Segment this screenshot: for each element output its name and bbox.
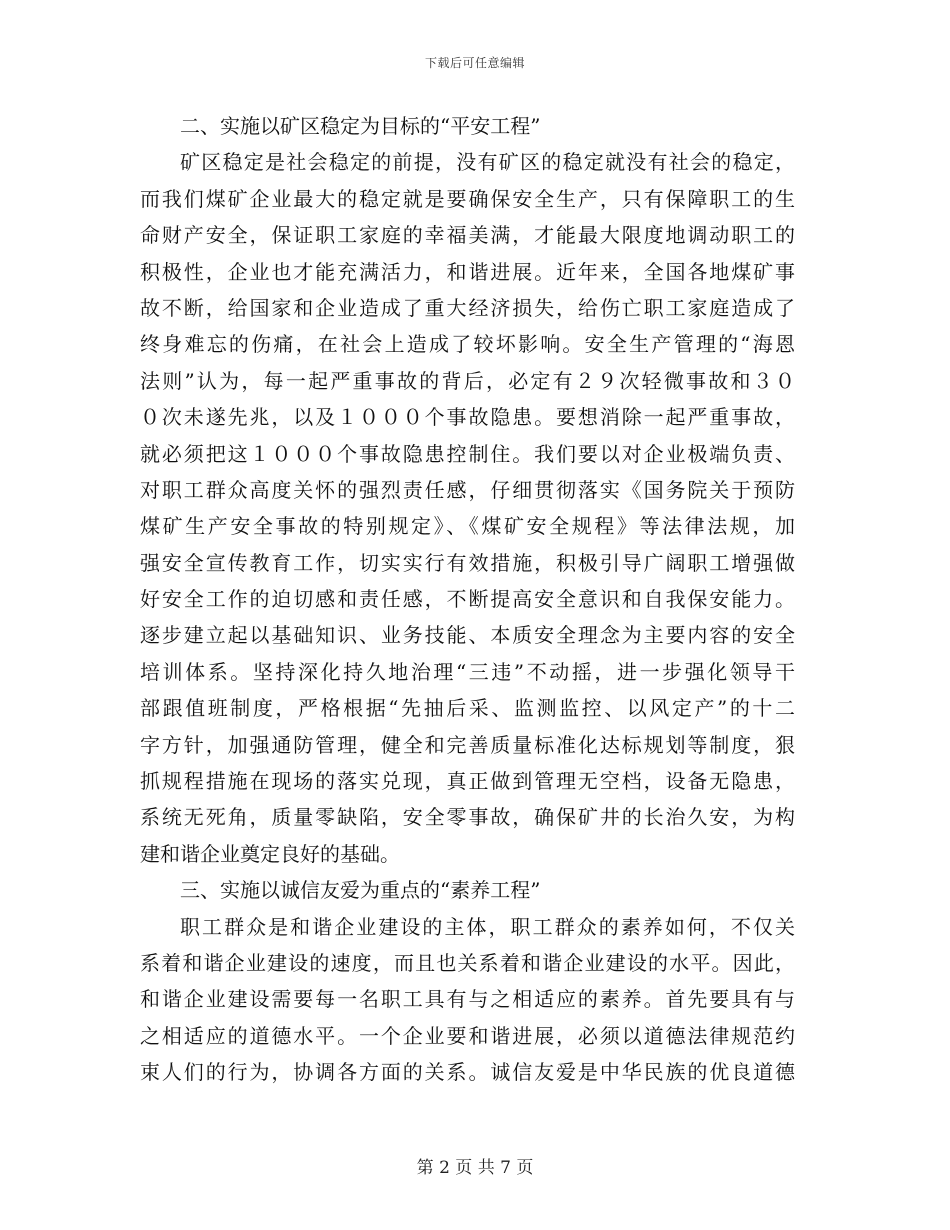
paragraph-line: 逐步建立起以基础知识、业务技能、本质安全理念为主要内容的安全 (140, 623, 795, 648)
paragraph (140, 909, 795, 1091)
paragraph-line: 建和谐企业奠定良好的基础。 (140, 841, 400, 866)
paragraph-line: 煤矿生产安全事故的特别规定》、《煤矿安全规程》等法律法规，加 (140, 514, 795, 539)
paragraph-line: 矿区稳定是社会稳定的前提，没有矿区的稳定就没有社会的稳定， (180, 150, 795, 175)
paragraph-line: 束人们的行为，协调各方面的关系。诚信友爱是中华民族的优良道德 (140, 1060, 795, 1085)
paragraph-line: 而我们煤矿企业最大的稳定就是要确保安全生产，只有保障职工的生 (140, 186, 795, 211)
page-number-footer: 第 2 页 共 7 页 (416, 1158, 534, 1178)
paragraph-line: 对职工群众高度关怀的强烈责任感，仔细贯彻落实《国务院关于预防 (140, 477, 795, 502)
section-heading: 二、实施以矿区稳定为目标的“平安工程” (180, 114, 541, 138)
paragraph-line: 就必须把这１０００个事故隐患控制住。我们要以对企业极端负责、 (140, 441, 795, 466)
section-heading: 三、实施以诚信友爱为重点的“素养工程” (180, 878, 541, 903)
paragraph-line: 部跟值班制度，严格根据“先抽后采、监测监控、以风定产”的十二 (140, 696, 795, 721)
paragraph-line: 强安全宣传教育工作，切实实行有效措施，积极引导广阔职工增强做 (140, 550, 795, 575)
paragraph-line: ０次未遂先兆，以及１０００个事故隐患。要想消除一起严重事故， (140, 405, 795, 430)
paragraph-line: 系统无死角，质量零缺陷，安全零事故，确保矿井的长治久安，为构 (140, 805, 795, 830)
paragraph-line: 法则”认为，每一起严重事故的背后，必定有２９次轻微事故和３０ (140, 368, 795, 393)
paragraph-line: 职工群众是和谐企业建设的主体，职工群众的素养如何，不仅关 (180, 914, 795, 939)
paragraph-line: 培训体系。坚持深化持久地治理“三违”不动摇，进一步强化领导干 (140, 659, 795, 684)
paragraph-line: 故不断，给国家和企业造成了重大经济损失，给伤亡职工家庭造成了 (140, 295, 795, 320)
header-note: 下载后可任意编辑 (424, 56, 525, 70)
paragraph-line: 命财产安全，保证职工家庭的幸福美满，才能最大限度地调动职工的 (140, 223, 795, 248)
paragraph-line: 终身难忘的伤痛，在社会上造成了较坏影响。安全生产管理的“海恩 (140, 332, 795, 357)
paragraph-line: 好安全工作的迫切感和责任感，不断提高安全意识和自我保安能力。 (140, 587, 795, 612)
paragraph (140, 144, 795, 872)
paragraph-line: 之相适应的道德水平。一个企业要和谐进展，必须以道德法律规范约 (140, 1023, 795, 1048)
paragraph-line: 积极性，企业也才能充满活力，和谐进展。近年来，全国各地煤矿事 (140, 259, 795, 284)
paragraph-line: 系着和谐企业建设的速度，而且也关系着和谐企业建设的水平。因此， (140, 950, 795, 975)
paragraph-line: 和谐企业建设需要每一名职工具有与之相适应的素养。首先要具有与 (140, 987, 795, 1012)
paragraph-line: 字方针，加强通防管理，健全和完善质量标准化达标规划等制度，狠 (140, 732, 795, 757)
document-body (140, 108, 795, 1091)
paragraph-line: 抓规程措施在现场的落实兑现，真正做到管理无空档，设备无隐患， (140, 769, 795, 794)
